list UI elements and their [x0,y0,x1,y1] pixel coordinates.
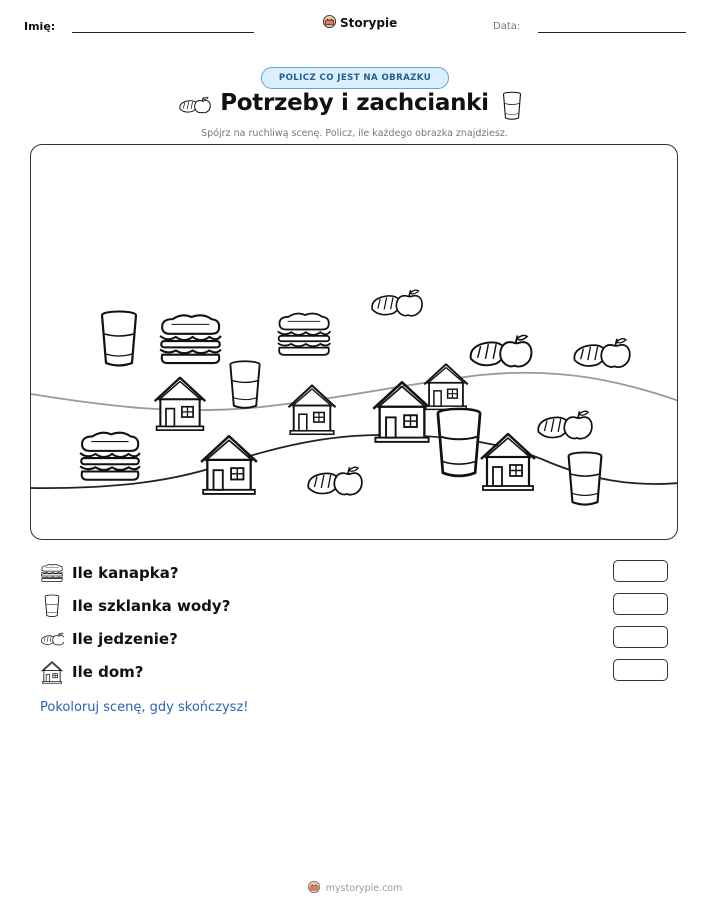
house-item [288,385,335,434]
food-item [574,339,629,367]
counting-scene [30,144,678,540]
coloring-note: Pokoloruj scenę, gdy skończysz! [40,700,249,715]
glass-item [230,361,259,408]
house-item [424,364,468,409]
footer [0,880,709,897]
sandwich-item [160,315,221,363]
footer-url[interactable]: mystorypie.com [325,883,403,894]
food-item [308,467,362,495]
house-item [373,382,430,442]
brand-name: Storypie [340,16,398,30]
question-row [40,594,230,618]
page-title: Potrzeby i zachcianki [220,90,489,116]
glass-of-water-icon [502,91,522,121]
glass-of-water-icon [40,594,64,618]
sandwich-item [80,433,140,480]
question-text: Ile dom? [72,663,144,681]
question-text: Ile jedzenie? [72,630,178,648]
food-item [471,335,532,366]
glass-item [102,312,136,366]
food-item [538,411,592,439]
glass-item [569,452,602,504]
question-text: Ile szklanka wody? [72,597,231,615]
date-label: Data: [493,21,521,32]
question-text: Ile kanapka? [72,564,179,582]
house-item [201,436,257,494]
question-row [40,561,179,585]
storypie-mascot-icon [307,880,321,897]
house-item [155,378,206,430]
house-item [481,434,535,490]
storypie-mascot-icon [322,14,337,32]
activity-badge: POLICZ CO JEST NA OBRAZKU [261,67,449,89]
food-icon [40,627,64,651]
house-icon [40,660,64,684]
question-row [40,627,178,651]
sandwich-icon [40,561,64,585]
food-item [372,290,422,316]
answer-box[interactable] [613,626,668,648]
answer-box[interactable] [613,659,668,681]
question-row [40,660,144,684]
date-field[interactable] [538,32,686,33]
name-field[interactable] [72,32,254,33]
scene-illustration [31,145,678,540]
answer-box[interactable] [613,593,668,615]
instructions: Spójrz na ruchliwą scenę. Policz, ile każdego obrazka znajdziesz. [201,128,508,139]
name-label: Imię: [24,20,56,33]
sandwich-item [278,314,331,355]
glass-item [438,409,480,476]
brand-logo [322,14,397,32]
hill-line-back [31,373,678,410]
answer-box[interactable] [613,560,668,582]
